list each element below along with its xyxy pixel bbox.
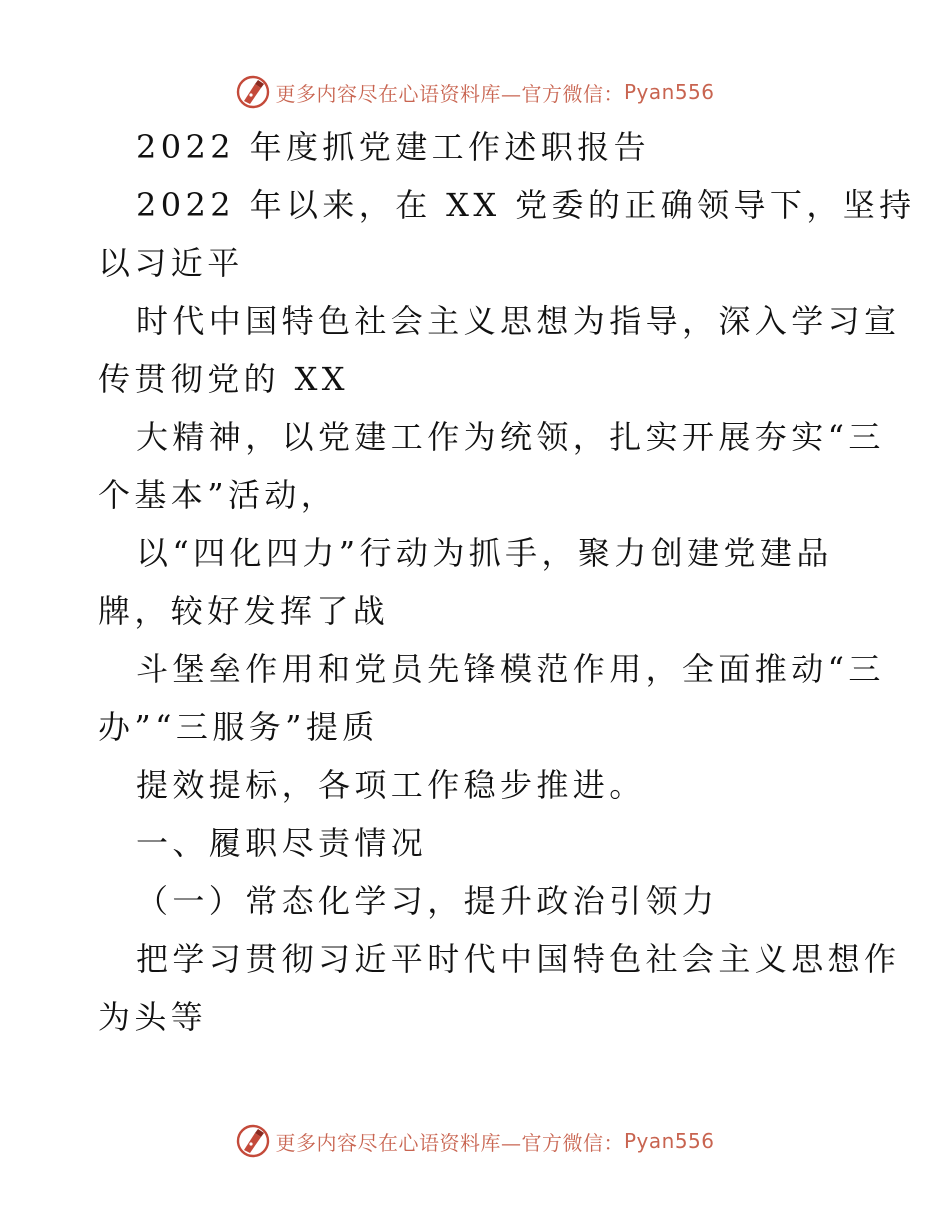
pen-nib-logo-icon (235, 74, 271, 110)
paragraph-line: 2022 年以来，在 XX 党委的正确领导下，坚持 (136, 186, 916, 224)
paragraph-line: 以习近平 (98, 244, 244, 282)
paragraph-line: 个基本”活动， (98, 476, 338, 514)
subsection-heading: （一）常态化学习，提升政治引领力 (136, 882, 719, 920)
watermark-wechat-id: Pyan556 (623, 1129, 715, 1153)
paragraph-line: 为头等 (98, 998, 208, 1036)
watermark-text: 更多内容尽在心语资料库—官方微信： (275, 81, 624, 106)
paragraph-line: 以“四化四力”行动为抓手，聚力创建党建品 (136, 534, 833, 572)
paragraph-line: 把学习贯彻习近平时代中国特色社会主义思想作 (136, 940, 901, 978)
footer-watermark (0, 1121, 950, 1161)
document-title: 2022 年度抓党建工作述职报告 (136, 128, 651, 166)
paragraph-line: 牌，较好发挥了战 (98, 592, 390, 630)
watermark-wechat-id: Pyan556 (623, 80, 715, 104)
paragraph-line: 传贯彻党的 XX (98, 360, 349, 398)
paragraph-line: 大精神，以党建工作为统领，扎实开展夯实“三 (136, 418, 885, 456)
document-body (98, 118, 916, 1046)
paragraph-line: 提效提标，各项工作稳步推进。 (136, 766, 646, 804)
paragraph-line: 办”“三服务”提质 (98, 708, 379, 746)
paragraph-line: 时代中国特色社会主义思想为指导，深入学习宣 (136, 302, 901, 340)
watermark-text: 更多内容尽在心语资料库—官方微信： (275, 1130, 624, 1155)
paragraph-line: 斗堡垒作用和党员先锋模范作用，全面推动“三 (136, 650, 885, 688)
section-heading: 一、履职尽责情况 (136, 824, 428, 862)
pen-nib-logo-icon (235, 1123, 271, 1159)
header-watermark (0, 72, 950, 112)
